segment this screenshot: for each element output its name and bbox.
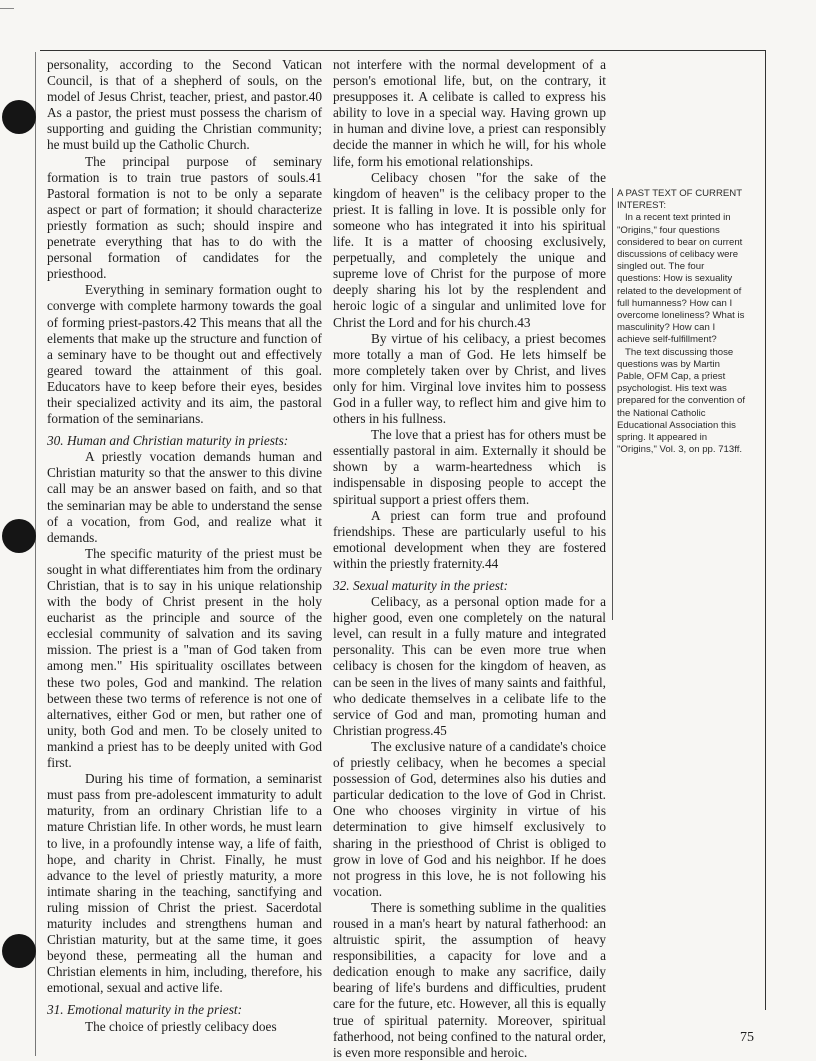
paragraph: personality, according to the Second Vatican Council, is that of a shepherd of souls, on the model of Jesus Christ, teacher, priest, and pastor.40 As a pastor, the priest must possess the charism of supporting and guiding the Christian community; he must build up the Catholic Church. [47, 57, 322, 153]
paragraph: Celibacy chosen "for the sake of the kingdom of heaven" is the celibacy proper to the priest. It is falling in love. It is possible only for someone who has integrated it into his spiritual life. It is a matter of choosing exclusively, perpetually, and completely the unique and supreme love of Christ for the purpose of more deeply sharing his lot by the resplendent and heroic logic of a singular and unlimited love for Christ the Lord and for his church.43 [333, 169, 606, 330]
paragraph: There is something sublime in the qualities roused in a man's heart by natural fatherhood: an altruistic spirit, the assumption of heavy responsibilities, a capacity for love and a dedication enough to make any sacrifice, daily bearing of life's burdens and difficulties, prudent care for the future, etc. However, all this is equally true of spiritual paternity. Moreover, spiritual fatherhood, not being confined to the natural order, is even more responsible and heroic. [333, 899, 606, 1060]
sidebar-divider [612, 188, 613, 620]
paragraph: not interfere with the normal development of a person's emotional life, but, on the contrary, it presupposes it. A celibate is called to express his ability to love in a special way. Having grown up in human and divine love, a priest can responsibly decide the manner in which he will, for his whole life, form his emotional relationships. [333, 57, 606, 169]
paragraph: A priestly vocation demands human and Christian maturity so that the answer to this divine call may be an answer based on faith, and so that the seminarian may be able to understand the sense of a vocation, from God, and realize what it demands. [47, 449, 322, 545]
left-column [47, 57, 322, 1035]
paragraph: Everything in seminary formation ought to converge with complete harmony towards the goal of forming priest-pastors.42 This means that all the elements that make up the structure and function of a seminary have to be thought out and effectively geared toward the attainment of this goal. Educators have to keep before their eyes, besides their specialized activity and its aim, the pastoral formation of the seminarians. [47, 282, 322, 427]
binder-hole [2, 934, 36, 968]
paragraph: The exclusive nature of a candidate's choice of priestly celibacy, when he becomes a special possession of God, determines also his duties and particular dedication to the love of God in Christ. One who chooses virginity in virtue of his determination to give himself exclusively to sharing in the priesthood of Christ is obliged to grow in love of God and his neighbor. If he does not progress in this love, he is not following his vocation. [333, 738, 606, 899]
binder-hole [2, 100, 36, 134]
paragraph: The love that a priest has for others must be essentially pastoral in aim. Externally it should be shown by a warm-heartedness which is indispensable in disposing people to accept the spiritual support a priest offers them. [333, 427, 606, 507]
paragraph: Celibacy, as a personal option made for a higher good, even one completely on the natural level, can result in a fully mature and integrated personality. This can be even more true when celibacy is chosen for the kingdom of heaven, as can be seen in the lives of many saints and faithful, who dedicate themselves in a celibate life to the service of God and man, promoting human and Christian progress.45 [333, 594, 606, 738]
page-number: 75 [740, 1030, 754, 1045]
sidebar-paragraph: The text discussing those questions was by Martin Pable, OFM Cap, a priest psychologist. His text was prepared for the convention of the National Catholic Educational Association this spring. It appeared in "Origins," Vol. 3, on pp. 713ff. [617, 346, 746, 456]
paragraph: During his time of formation, a seminarist must pass from pre-adolescent immaturity to adult maturity, from an ordinary Christian life to a mature Christian life. In other words, he must learn to live, in a profoundly intense way, a life of faith, hope, and charity in Christ. Finally, he must advance to the level of priestly maturity, a more intimate sharing in the teaching, sanctifying and ruling mission of Christ the priest. Sacerdotal maturity includes and strengthens human and Christian maturity, but at the same time, it goes beyond these, permeating all the human and Christian elements in him, including, therefore, his emotional, sexual and active life. [47, 771, 322, 996]
paragraph: A priest can form true and profound friendships. These are particularly useful to his emotional development when they are fostered within the priestly fraternity.44 [333, 507, 606, 571]
page-frame-top-rule [40, 50, 765, 51]
section-heading-30: 30. Human and Christian maturity in priests: [47, 433, 289, 449]
scan-mark [0, 8, 14, 9]
paragraph: The choice of priestly celibacy does [85, 1018, 277, 1034]
paragraph: By virtue of his celibacy, a priest becomes more totally a man of God. He lets himself be more completely taken over by Christ, and lives only for him. Virginal love invites him to possess God in a fuller way, to reflect him and give him to others in his fullness. [333, 330, 606, 427]
page-frame-left-rule [35, 52, 36, 1056]
paragraph: The principal purpose of seminary formation is to train true pastors of souls.41 Pastoral formation is not to be only a separate aspect or part of formation; it should characterize priestly formation as such; should inspire and penetrate everything that has to do with the personal formation of candidates for the priesthood. [47, 153, 322, 282]
sidebar-note [617, 188, 747, 456]
section-heading-32: 32. Sexual maturity in the priest: [333, 578, 509, 593]
section-heading-31: 31. Emotional maturity in the priest: [47, 1002, 243, 1018]
sidebar-paragraph: In a recent text printed in "Origins," four questions considered to bear on current discussions of celibacy were singled out. The four questions: How is sexuality related to the development of full humanness? How can I overcome loneliness? What is masculinity? How can I achieve self-fulfillment? [617, 212, 745, 346]
binder-hole [2, 519, 36, 553]
page-frame-right-rule [765, 50, 766, 1010]
paragraph: The specific maturity of the priest must be sought in what differentiates him from the ordinary Christian, that is to say in his unique relationship with the body of Christ present in the holy eucharist as the principle and source of the ecclesial community of salvation and its saving mission. The priest is a "man of God taken from among men." His spirituality oscillates between these two poles, God and mankind. The relation between these two terms of reference is not one of alternatives, either God or men, but rather one of unity, both God and men. To be closely united to mankind a priest has to be deeply united with God first. [47, 545, 322, 771]
sidebar-title: A PAST TEXT OF CURRENT INTEREST: [617, 188, 742, 212]
middle-column [333, 57, 606, 1061]
